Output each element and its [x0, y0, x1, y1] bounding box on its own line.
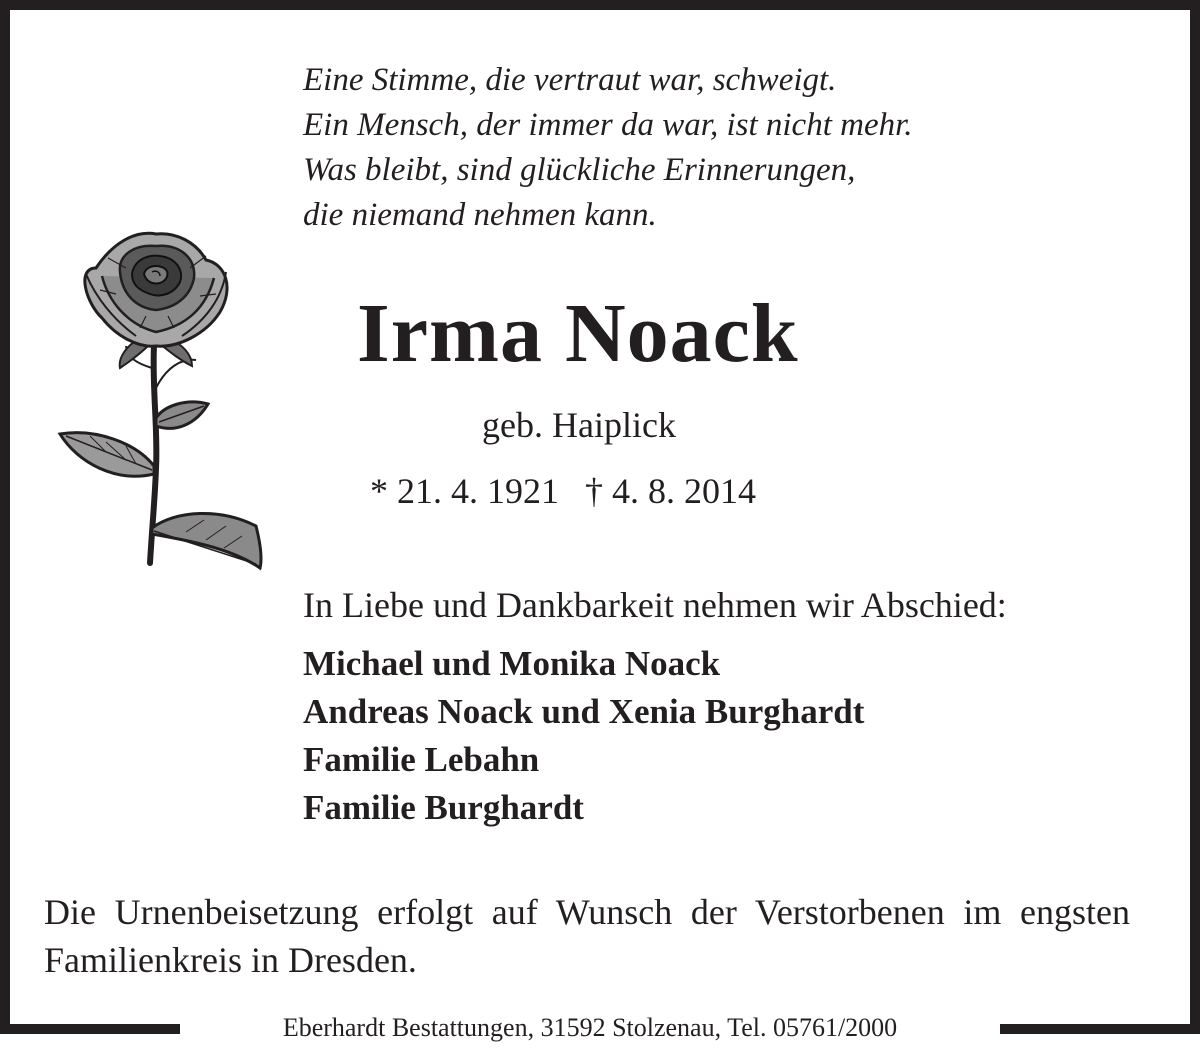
- mourner: Andreas Noack und Xenia Burghardt: [303, 692, 865, 731]
- mourner: Familie Burghardt: [303, 788, 584, 827]
- poem-line: die niemand nehmen kann.: [303, 197, 657, 233]
- mourners-list: [303, 640, 864, 832]
- life-dates: [370, 470, 756, 512]
- border-left: [0, 0, 10, 1034]
- undertaker-contact: Eberhardt Bestattungen, 31592 Stolzenau, Tel. 05761/2000: [282, 1013, 898, 1042]
- border-bottom-left: [0, 1024, 180, 1034]
- border-top: [0, 0, 1200, 10]
- poem-line: Was bleibt, sind glückliche Erinnerungen,: [303, 152, 856, 188]
- mourner: Michael und Monika Noack: [303, 644, 721, 683]
- border-bottom-right: [1000, 1024, 1200, 1034]
- farewell-text: In Liebe und Dankbarkeit nehmen wir Abschied:: [303, 585, 1007, 625]
- poem-line: Eine Stimme, die vertraut war, schweigt.: [303, 62, 837, 98]
- death-date: † 4. 8. 2014: [585, 471, 756, 511]
- maiden-name: geb. Haiplick: [482, 405, 676, 445]
- memorial-poem: [303, 58, 913, 238]
- poem-line: Ein Mensch, der immer da war, ist nicht mehr.: [303, 107, 913, 143]
- mourner: Familie Lebahn: [303, 740, 540, 779]
- deceased-name: Irma Noack: [357, 287, 799, 380]
- birth-date: * 21. 4. 1921: [370, 471, 559, 511]
- burial-note: Die Urnenbeisetzung erfolgt auf Wunsch der Verstorbenen im engsten Familienkreis in Dresden.: [44, 892, 1130, 980]
- border-right: [1190, 0, 1200, 1034]
- rose-icon: [56, 228, 264, 573]
